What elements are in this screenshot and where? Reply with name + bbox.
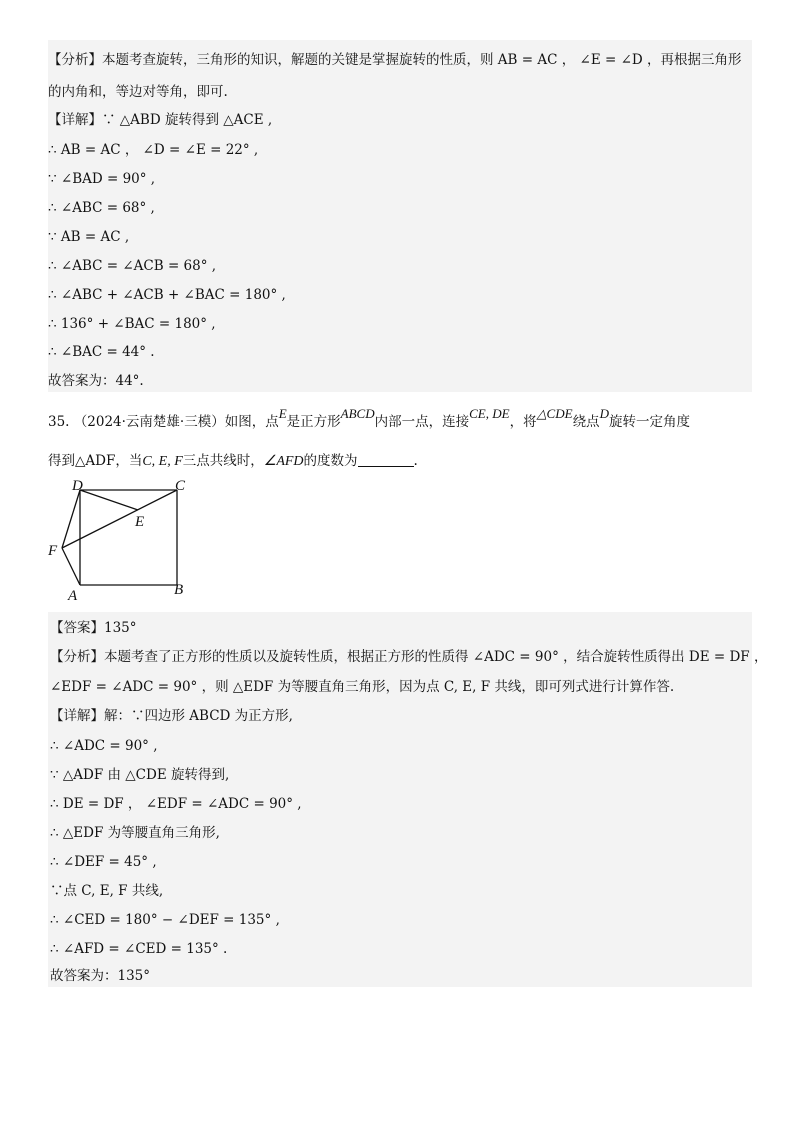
- block1-line-6: ∵ AB = AC ,: [48, 229, 130, 245]
- segment-de: [80, 490, 138, 510]
- block2-line-5: ∵ △ADF 由 △CDE 旋转得到,: [50, 767, 230, 783]
- block1-line-4: ∵ ∠BAD = 90° ,: [48, 171, 156, 187]
- point-e-label: E: [278, 406, 287, 421]
- label-f: F: [48, 543, 58, 559]
- block1-line-11: 故答案为：44°.: [48, 373, 144, 389]
- block2-line-3: 【详解】解：∵四边形 ABCD 为正方形,: [50, 708, 293, 724]
- question-text-b: 是正方形: [286, 414, 341, 430]
- question-text-d: ，将: [509, 414, 537, 430]
- block2-line-8: ∴ ∠DEF = 45° ,: [50, 854, 157, 870]
- segment-fc: [62, 490, 177, 548]
- block1-line-8: ∴ ∠ABC + ∠ACB + ∠BAC = 180° ,: [48, 287, 286, 303]
- block2-line-1: 【分析】本题考查了正方形的性质以及旋转性质，根据正方形的性质得 ∠ADC = 90° ，结合旋转性质得出 DE = DF ，: [50, 649, 768, 665]
- question-text-f: 旋转一定角度: [608, 414, 690, 430]
- block1-line-7: ∴ ∠ABC = ∠ACB = 68° ,: [48, 258, 217, 274]
- triangle-cde-label: △CDE: [536, 406, 573, 421]
- question-number-source: 35. （2024·云南楚雄·三模）如图，点: [48, 414, 279, 430]
- point-d-label: D: [599, 406, 609, 421]
- block1-line-2: 【详解】∵ △ABD 旋转得到 △ACE ,: [48, 112, 273, 128]
- question-line-2: [48, 451, 418, 472]
- block2-line-10: ∴ ∠CED = 180° − ∠DEF = 135° ,: [50, 912, 280, 928]
- block2-line-2: ∠EDF = ∠ADC = 90° ，则 △EDF 为等腰直角三角形，因为点 C, E, F 共线，即可列式进行计算作答.: [50, 679, 675, 695]
- label-e: E: [135, 514, 145, 530]
- block1-line-3: ∴ AB = AC ， ∠D = ∠E = 22° ,: [48, 142, 259, 158]
- label-d: D: [72, 478, 83, 494]
- block1-line-9: ∴ 136° + ∠BAC = 180° ,: [48, 316, 216, 332]
- question-text-end: .: [413, 453, 418, 469]
- block2-line-12: 故答案为：135°: [50, 968, 151, 984]
- block1-line-0: 【分析】本题考查旋转，三角形的知识，解题的关键是掌握旋转的性质，则 AB = AC ， ∠E = ∠D ，再根据三角形: [48, 52, 742, 68]
- question-line-1: [48, 406, 690, 432]
- square-label: ABCD: [340, 406, 375, 421]
- block1-line-5: ∴ ∠ABC = 68° ,: [48, 200, 155, 216]
- answer-blank: [358, 452, 414, 467]
- block2-line-7: ∴ △EDF 为等腰直角三角形,: [50, 825, 220, 841]
- question-text-2c: 的度数为: [303, 453, 358, 469]
- label-a: A: [68, 588, 78, 604]
- label-b: B: [174, 582, 184, 598]
- block2-line-0: 【答案】135°: [50, 620, 137, 636]
- block2-line-9: ∵点 C, E, F 共线,: [50, 883, 164, 899]
- segment-df: [62, 490, 80, 548]
- question-text-2a: 得到△ADF，当: [48, 453, 143, 469]
- segment-fa: [62, 548, 80, 585]
- block1-line-10: ∴ ∠BAC = 44° .: [48, 344, 155, 360]
- segments-label: CE, DE: [469, 406, 510, 421]
- block2-line-6: ∴ DE = DF ， ∠EDF = ∠ADC = 90° ,: [50, 796, 302, 812]
- label-c: C: [175, 478, 186, 494]
- block2-line-11: ∴ ∠AFD = ∠CED = 135° .: [50, 941, 228, 957]
- question-text-e: 绕点: [572, 414, 600, 430]
- geometry-figure: [40, 478, 190, 608]
- collinear-points-label: C, E, F: [142, 454, 183, 469]
- question-text-2b: 三点共线时，: [182, 453, 264, 469]
- question-text-c: 内部一点，连接: [374, 414, 470, 430]
- angle-afd-label: ∠AFD: [263, 454, 304, 469]
- block1-line-1: 的内角和，等边对等角，即可.: [48, 84, 228, 100]
- block2-line-4: ∴ ∠ADC = 90° ,: [50, 738, 158, 754]
